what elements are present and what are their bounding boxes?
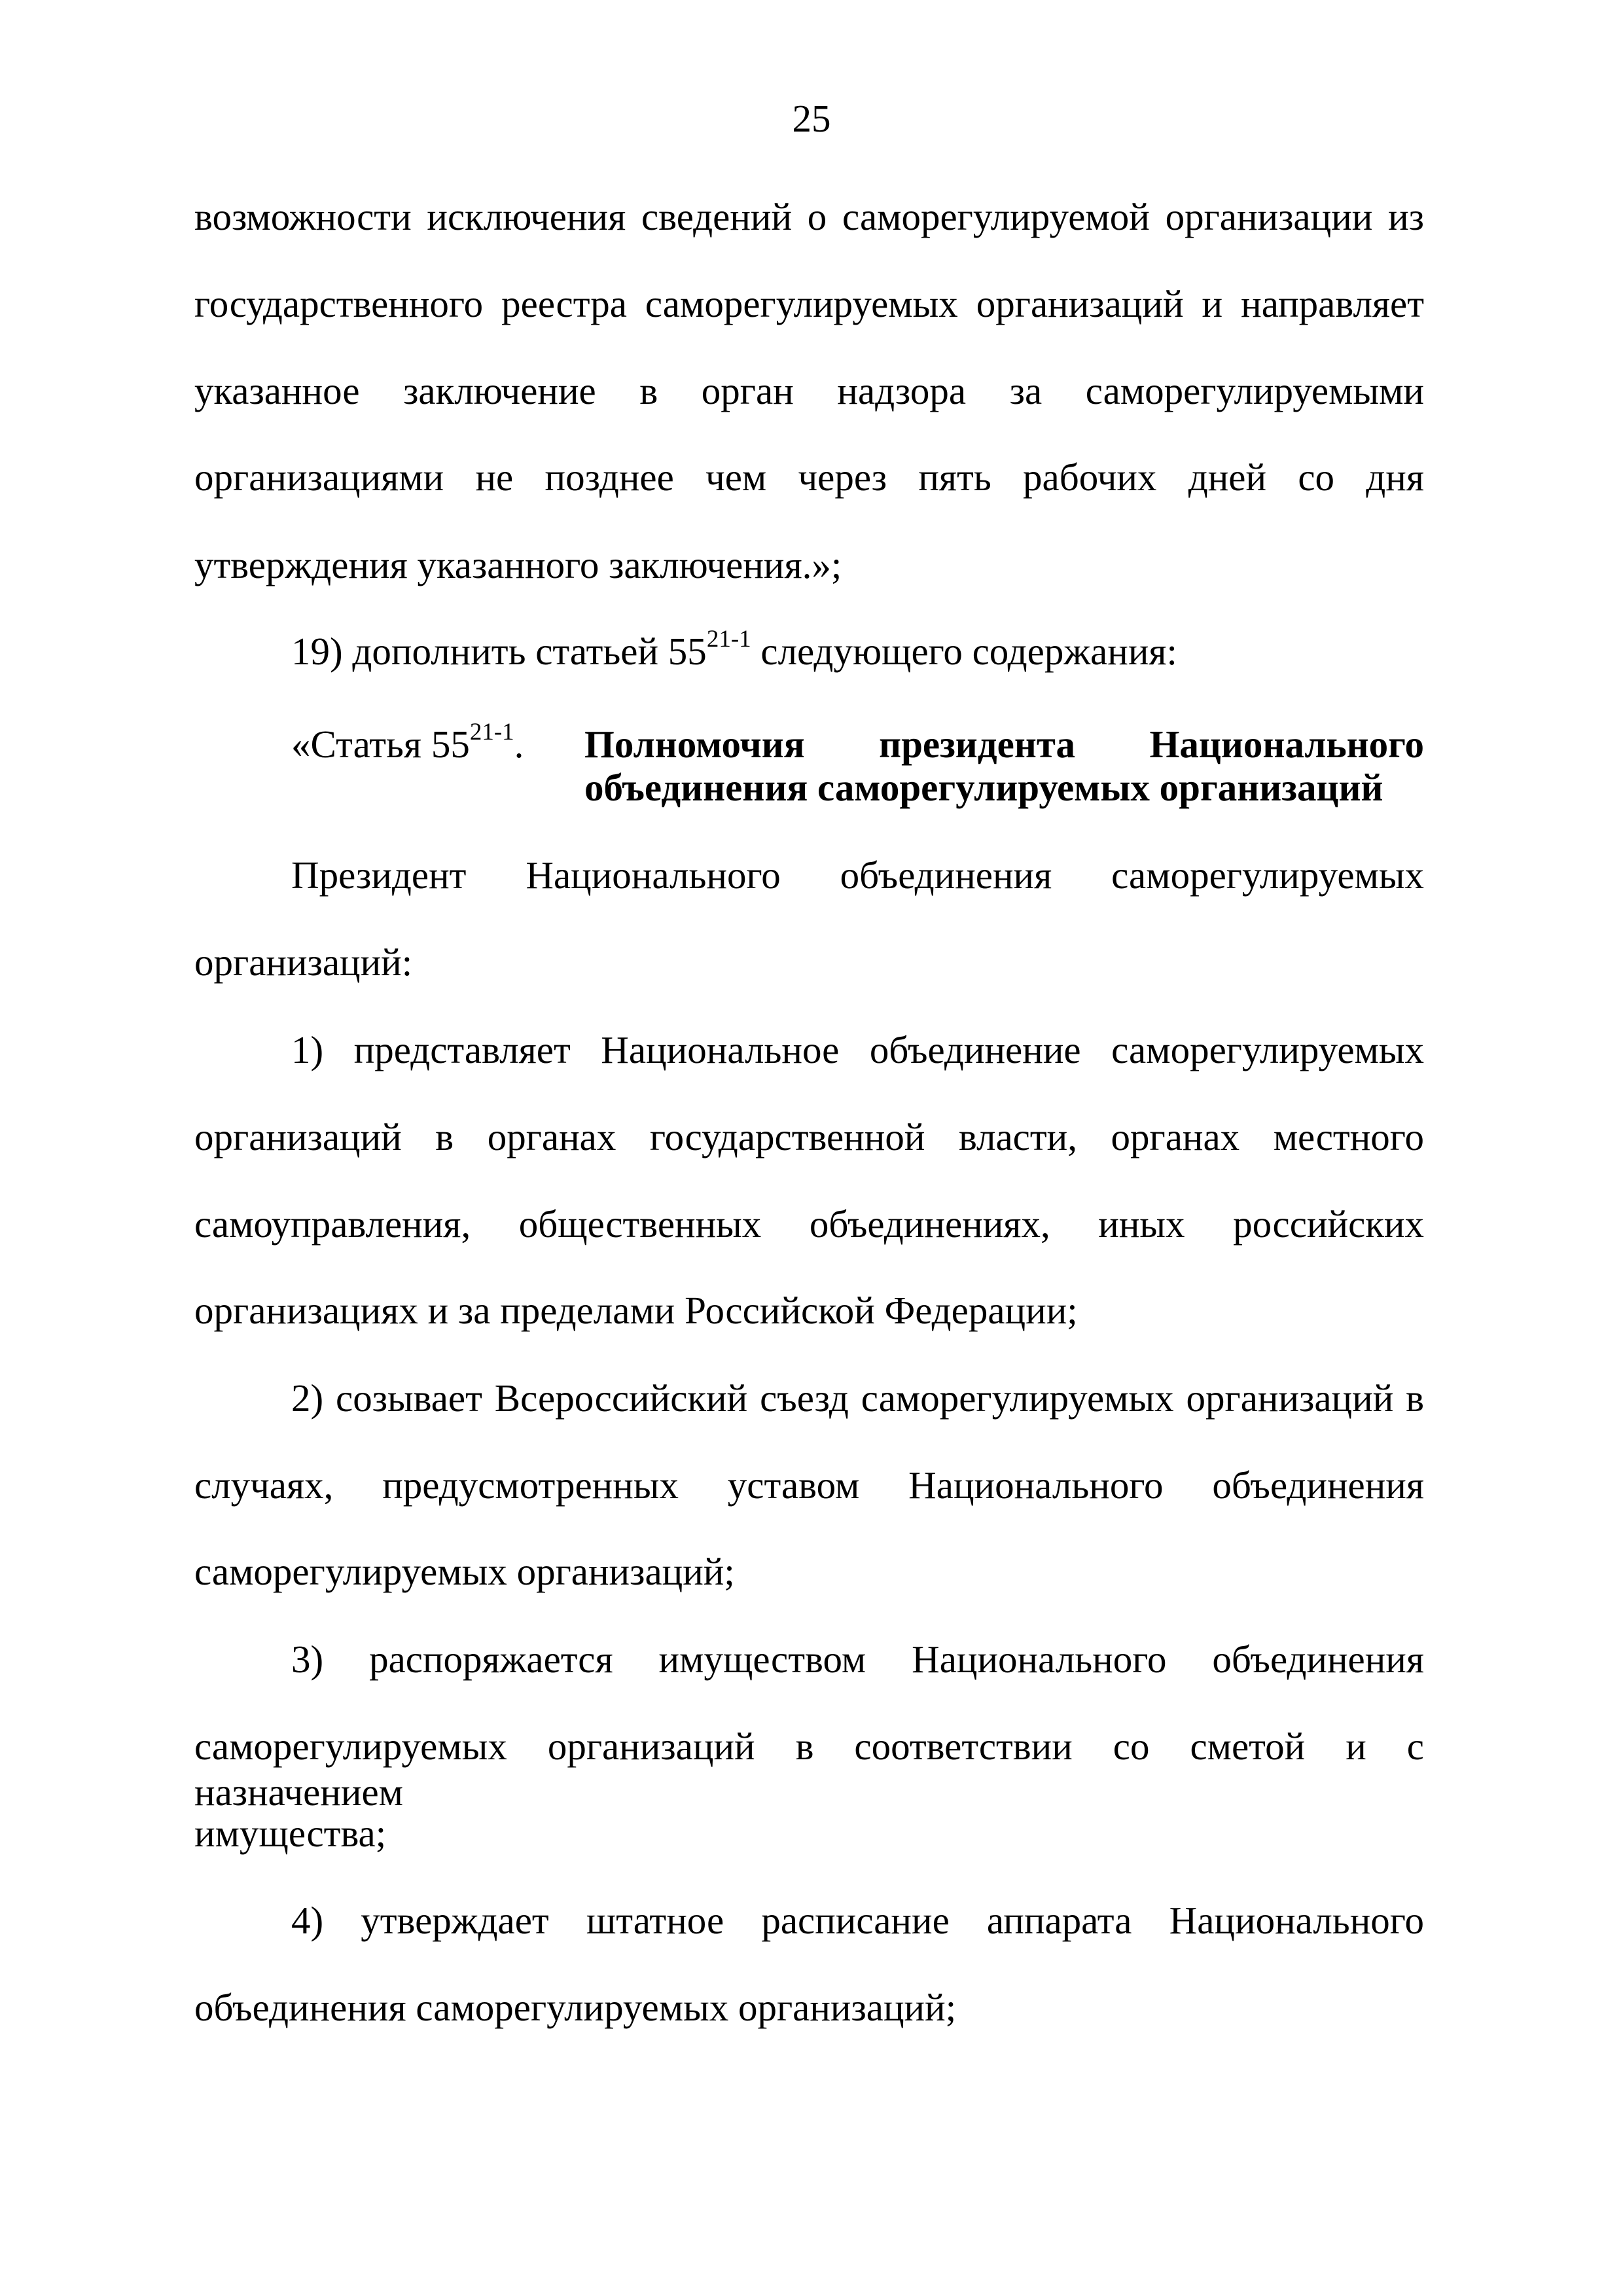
- amendment-item-19: [291, 628, 1424, 674]
- text-line: государственного реестра саморегулируемых организаций и направляет: [194, 282, 1424, 325]
- amendment-item-19-superscript: 21-1: [706, 626, 751, 653]
- text-line: организаций:: [194, 941, 413, 984]
- text-line: организациями не позднее чем через пять рабочих дней со дня: [194, 456, 1424, 499]
- article-title-line-2: объединения саморегулируемых организаций: [584, 766, 1383, 809]
- article-label-prefix: «Статья 55: [291, 723, 470, 766]
- text-line: возможности исключения сведений о саморегулируемой организации из: [194, 195, 1424, 238]
- text-line: саморегулируемых организаций в соответствии со сметой и с назначением: [194, 1725, 1424, 1814]
- text-line: указанное заключение в орган надзора за саморегулируемыми: [194, 369, 1424, 412]
- text-line: Президент Национального объединения саморегулируемых: [291, 853, 1424, 897]
- text-line: 4) утверждает штатное расписание аппарата Национального: [291, 1899, 1424, 1942]
- text-line: случаях, предусмотренных уставом Национального объединения: [194, 1463, 1424, 1507]
- page-number: 25: [792, 97, 831, 140]
- text-line: утверждения указанного заключения.»;: [194, 543, 842, 586]
- text-line: 3) распоряжается имуществом Национального объединения: [291, 1638, 1424, 1681]
- text-line: объединения саморегулируемых организаций;: [194, 1986, 957, 2029]
- text-line: 2) созывает Всероссийский съезд саморегулируемых организаций в: [291, 1376, 1424, 1420]
- article-label: [291, 721, 524, 767]
- article-label-superscript: 21-1: [469, 719, 514, 746]
- article-title-line-1: Полномочия президента Национального: [584, 723, 1424, 766]
- text-line: 1) представляет Национальное объединение саморегулируемых: [291, 1028, 1424, 1071]
- text-line: организациях и за пределами Российской Федерации;: [194, 1289, 1078, 1332]
- amendment-item-19-suffix: следующего содержания:: [751, 630, 1177, 673]
- article-label-suffix: .: [514, 723, 524, 766]
- text-line: самоуправления, общественных объединениях, иных российских: [194, 1202, 1424, 1246]
- amendment-item-19-prefix: 19) дополнить статьей 55: [291, 630, 707, 673]
- text-line: организаций в органах государственной власти, органах местного: [194, 1115, 1424, 1158]
- text-line: саморегулируемых организаций;: [194, 1550, 735, 1593]
- text-line: имущества;: [194, 1812, 387, 1855]
